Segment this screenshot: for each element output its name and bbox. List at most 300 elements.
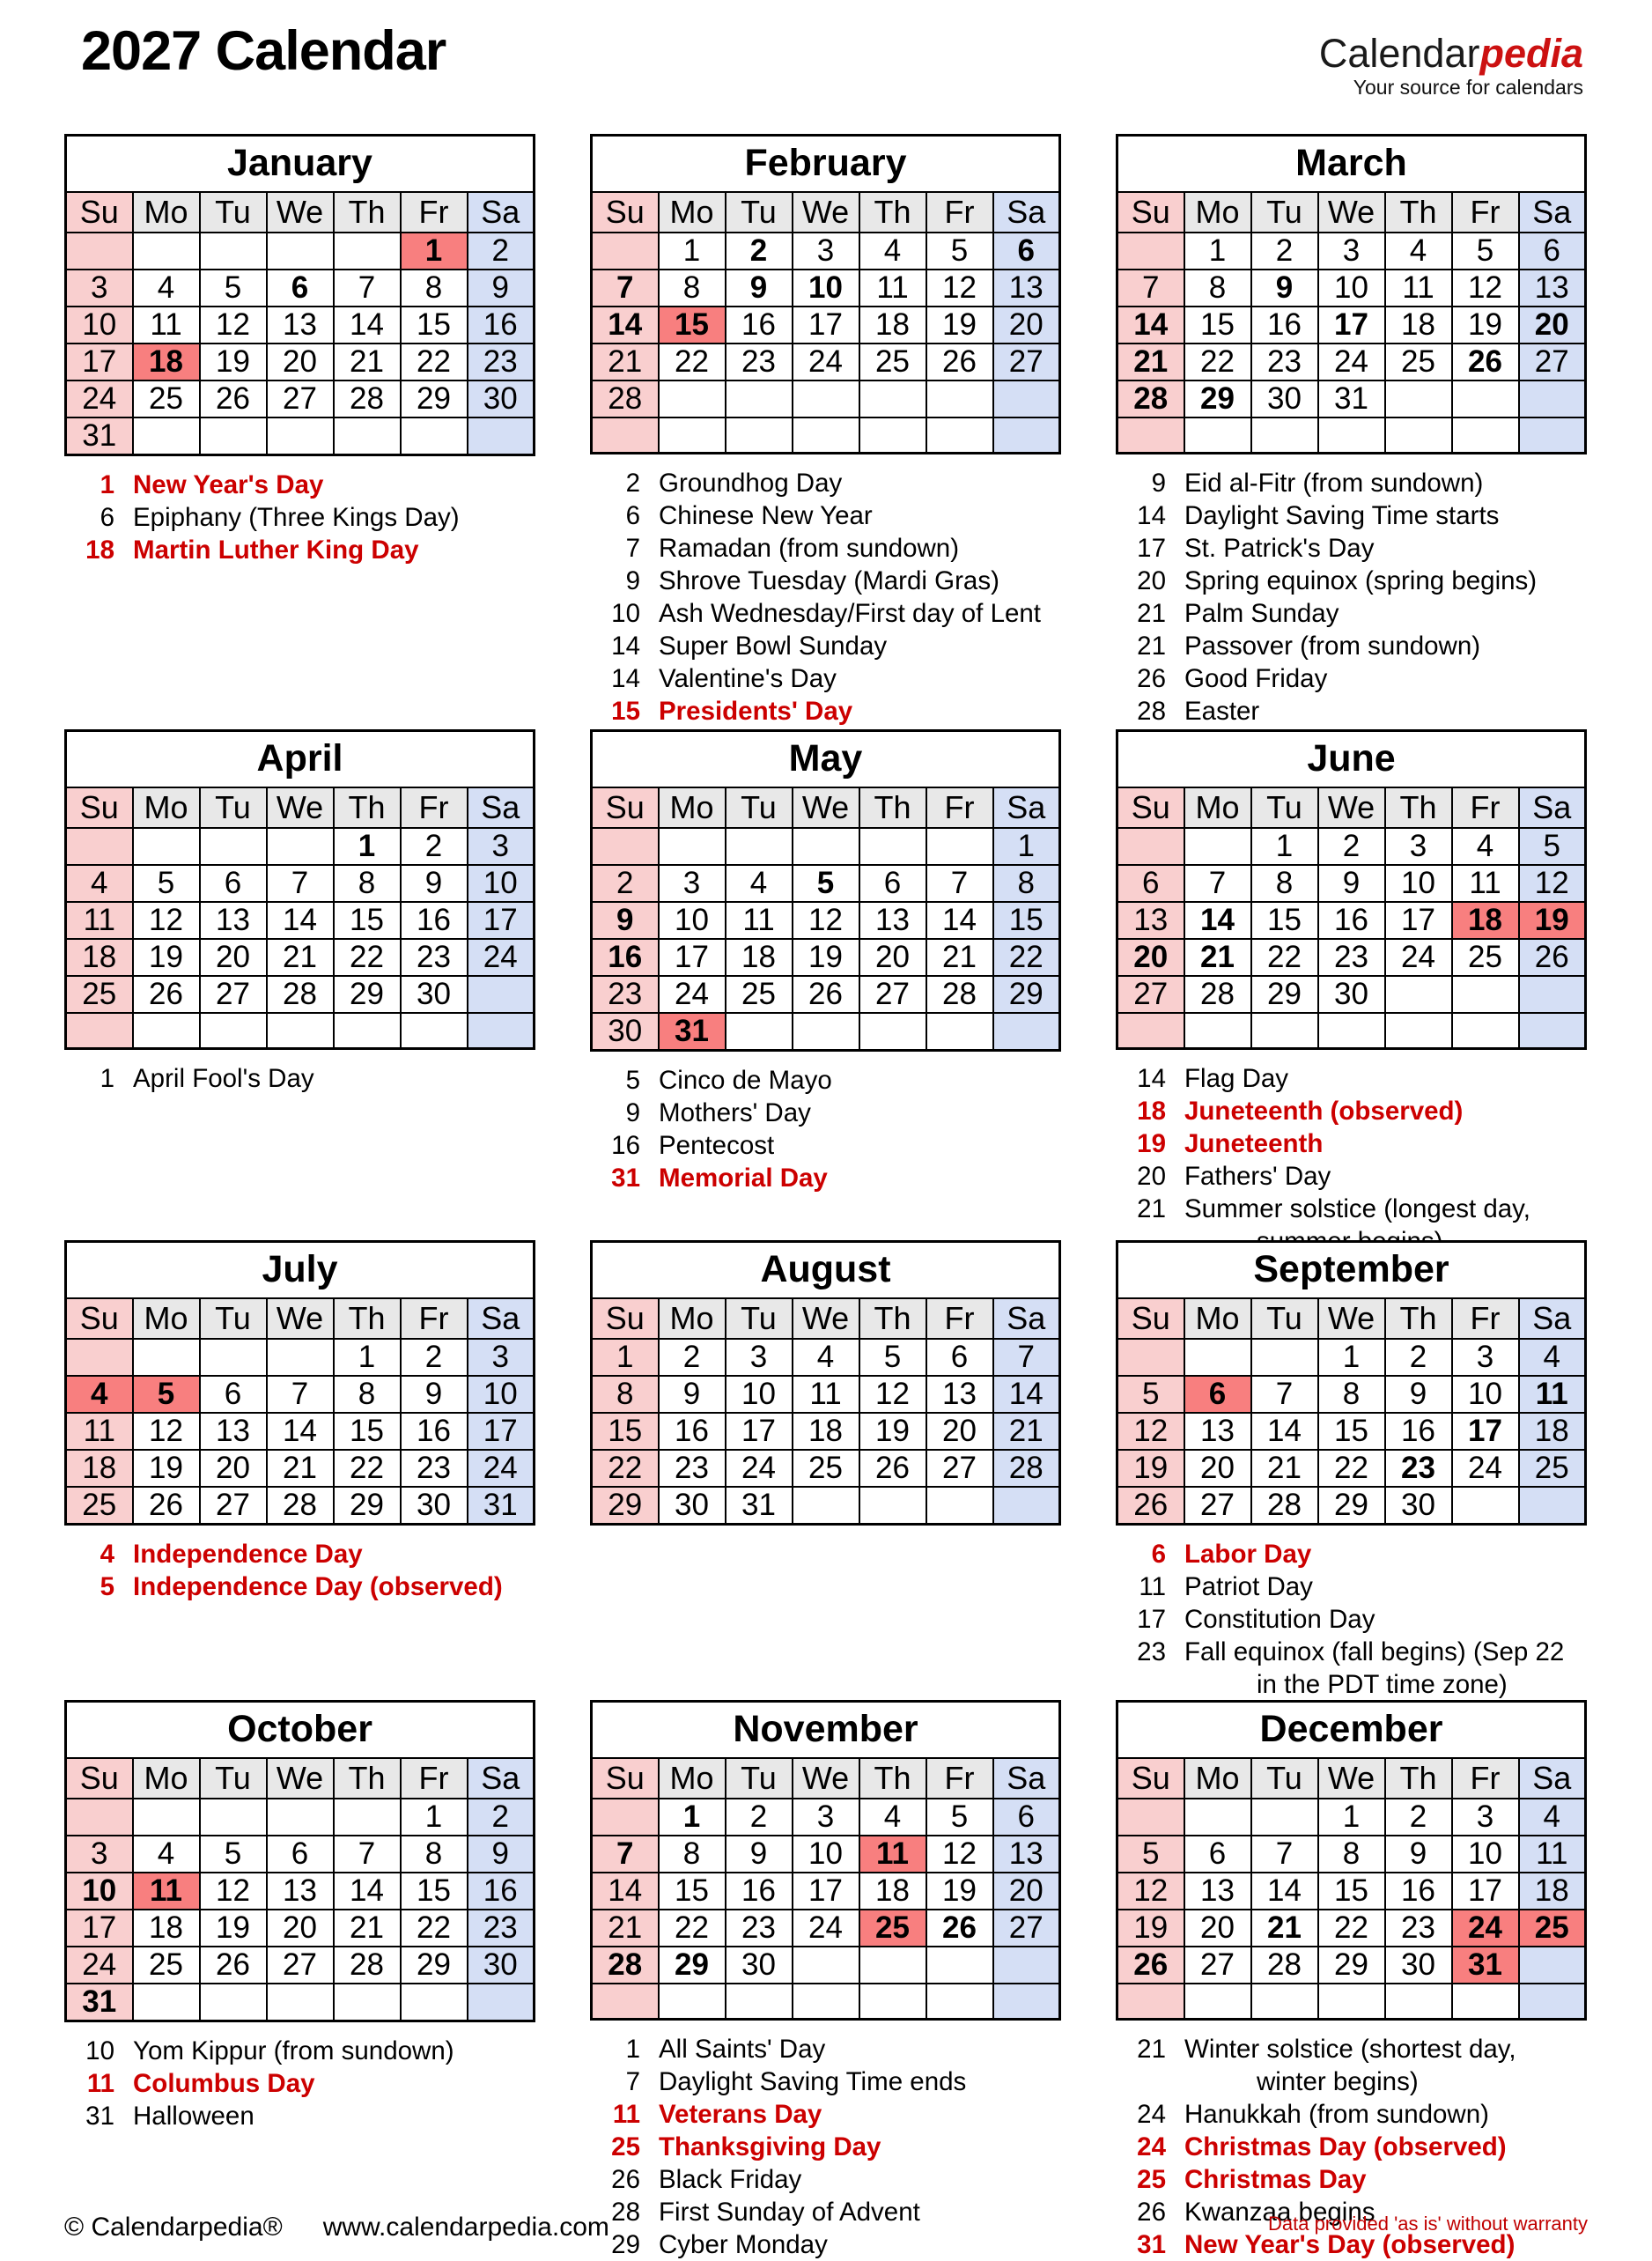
date-cell-empty: [1184, 1984, 1251, 2020]
date-cell: 26: [1519, 939, 1586, 976]
weekday-header-fr: Fr: [1452, 1298, 1519, 1339]
weekday-header-we: We: [793, 1758, 859, 1799]
date-cell: 10: [726, 1376, 793, 1413]
date-cell: 1: [1184, 233, 1251, 270]
holiday-day-number: 21: [1137, 2035, 1166, 2064]
page-title: 2027 Calendar: [81, 20, 446, 82]
holiday-day-number: 15: [611, 697, 640, 726]
weekday-header-fr: Fr: [401, 1298, 468, 1339]
weekday-header-mo: Mo: [1184, 1758, 1251, 1799]
holiday-entry: [1116, 2033, 1587, 2065]
week-row: [592, 270, 1060, 307]
holiday-entry: [1116, 1095, 1587, 1127]
date-cell: 3: [468, 828, 535, 865]
week-row: [66, 417, 535, 455]
week-row: [1117, 381, 1586, 417]
logo-text-calendar: Calendar: [1318, 31, 1480, 76]
weekday-header-mo: Mo: [659, 787, 726, 828]
week-row: [1117, 1947, 1586, 1984]
date-cell: 17: [659, 939, 726, 976]
date-cell-empty: [926, 828, 993, 865]
date-cell: 21: [592, 344, 659, 381]
dates-body: [592, 1799, 1060, 2020]
date-cell: 11: [1452, 865, 1519, 902]
weekday-header-row: [66, 1298, 535, 1339]
date-cell-empty: [1519, 1984, 1586, 2020]
date-cell: 8: [334, 1376, 401, 1413]
date-cell-empty: [1117, 233, 1184, 270]
dates-body: [66, 1799, 535, 2021]
date-cell: 13: [267, 307, 334, 344]
date-cell: 21: [334, 1910, 401, 1947]
copyright-text: © Calendarpedia®: [64, 2213, 283, 2242]
weekday-header-su: Su: [66, 1298, 133, 1339]
calendarpedia-logo: [1319, 19, 1583, 100]
date-cell: 8: [334, 865, 401, 902]
date-cell: 30: [468, 381, 535, 417]
date-cell-empty: [133, 233, 200, 270]
week-row: [1117, 976, 1586, 1013]
date-cell: 16: [1385, 1413, 1452, 1450]
date-cell: 26: [926, 344, 993, 381]
holiday-name: First Sunday of Advent: [659, 2198, 920, 2227]
date-cell-empty: [1318, 1013, 1385, 1049]
date-cell: 17: [1318, 307, 1385, 344]
date-cell: 6: [267, 270, 334, 307]
holiday-entry: [64, 501, 535, 534]
holiday-day-number: 17: [1137, 1604, 1166, 1634]
date-cell: 25: [133, 1947, 200, 1984]
date-cell-empty: [793, 828, 859, 865]
date-cell-empty: [1117, 1339, 1184, 1376]
date-cell: 26: [859, 1450, 926, 1487]
date-cell: 28: [1251, 1487, 1318, 1525]
date-cell-empty: [592, 233, 659, 270]
weekday-header-fr: Fr: [926, 787, 993, 828]
date-cell: 30: [1385, 1947, 1452, 1984]
date-cell: 11: [133, 1873, 200, 1910]
date-cell: 13: [993, 1836, 1060, 1873]
date-cell: 25: [726, 976, 793, 1013]
date-cell: 18: [1385, 307, 1452, 344]
date-cell: 30: [1385, 1487, 1452, 1525]
holiday-name: Halloween: [133, 2101, 254, 2131]
date-cell: 8: [401, 270, 468, 307]
week-row: [66, 1836, 535, 1873]
weekday-header-tu: Tu: [200, 192, 267, 233]
date-cell: 6: [200, 865, 267, 902]
date-cell: 31: [659, 1013, 726, 1051]
date-cell: 16: [1251, 307, 1318, 344]
date-cell: 15: [401, 307, 468, 344]
month-block: [1116, 134, 1587, 729]
month-table: [64, 134, 535, 456]
date-cell: 4: [793, 1339, 859, 1376]
date-cell: 7: [1117, 270, 1184, 307]
holiday-entry: [1116, 2163, 1587, 2196]
date-cell: 5: [1452, 233, 1519, 270]
date-cell: 17: [726, 1413, 793, 1450]
date-cell-empty: [592, 828, 659, 865]
date-cell: 15: [592, 1413, 659, 1450]
week-row: [66, 1339, 535, 1376]
date-cell: 3: [1452, 1339, 1519, 1376]
date-cell: 11: [859, 1836, 926, 1873]
week-row: [66, 976, 535, 1013]
date-cell: 13: [200, 902, 267, 939]
date-cell: 10: [1452, 1836, 1519, 1873]
holiday-entry: [1116, 630, 1587, 662]
date-cell: 2: [1251, 233, 1318, 270]
date-cell-empty: [1519, 1013, 1586, 1049]
date-cell: 17: [793, 1873, 859, 1910]
month-title: April: [66, 731, 535, 787]
date-cell: 21: [1117, 344, 1184, 381]
date-cell: 3: [1318, 233, 1385, 270]
date-cell: 15: [993, 902, 1060, 939]
holiday-name: Palm Sunday: [1184, 599, 1339, 628]
weekday-header-sa: Sa: [468, 1758, 535, 1799]
date-cell: 28: [1117, 381, 1184, 417]
date-cell: 20: [200, 1450, 267, 1487]
date-cell: 17: [793, 307, 859, 344]
holiday-name: Fall equinox (fall begins) (Sep 22: [1184, 1637, 1565, 1666]
date-cell-empty: [66, 1799, 133, 1836]
date-cell-empty: [468, 976, 535, 1013]
holiday-day-number: 10: [85, 2036, 114, 2065]
holiday-name: Passover (from sundown): [1184, 632, 1481, 661]
holiday-entry: [1116, 1570, 1587, 1603]
date-cell: 5: [926, 233, 993, 270]
weekday-header-tu: Tu: [200, 1758, 267, 1799]
week-row: [66, 381, 535, 417]
week-row: [592, 902, 1060, 939]
date-cell: 17: [66, 1910, 133, 1947]
date-cell: 29: [401, 1947, 468, 1984]
date-cell-empty: [592, 1799, 659, 1836]
week-row: [66, 307, 535, 344]
date-cell-empty: [1519, 1947, 1586, 1984]
date-cell: 7: [267, 1376, 334, 1413]
holiday-name: Eid al-Fitr (from sundown): [1184, 469, 1484, 498]
date-cell: 8: [1184, 270, 1251, 307]
holiday-name: Martin Luther King Day: [133, 535, 419, 565]
dates-body: [66, 233, 535, 455]
date-cell-empty: [133, 1799, 200, 1836]
date-cell: 7: [1251, 1836, 1318, 1873]
date-cell: 2: [1385, 1339, 1452, 1376]
weekday-header-we: We: [267, 1758, 334, 1799]
weekday-header-th: Th: [334, 1758, 401, 1799]
week-row: [66, 902, 535, 939]
date-cell: 15: [334, 1413, 401, 1450]
date-cell: 25: [1519, 1450, 1586, 1487]
date-cell-empty: [267, 828, 334, 865]
week-row: [1117, 939, 1586, 976]
date-cell: 27: [267, 1947, 334, 1984]
holiday-entry: [1116, 1160, 1587, 1193]
date-cell-empty: [334, 1799, 401, 1836]
date-cell-empty: [993, 381, 1060, 417]
holiday-day-number: 21: [1137, 632, 1166, 661]
weekday-header-sa: Sa: [1519, 1298, 1586, 1339]
date-cell: 16: [592, 939, 659, 976]
week-row: [66, 1487, 535, 1525]
holiday-day-number: 28: [611, 2198, 640, 2227]
week-row: [1117, 1413, 1586, 1450]
date-cell: 7: [993, 1339, 1060, 1376]
week-row: [1117, 1376, 1586, 1413]
month-title: December: [1117, 1702, 1586, 1758]
date-cell: 16: [1385, 1873, 1452, 1910]
weekday-header-su: Su: [592, 787, 659, 828]
date-cell-empty: [926, 381, 993, 417]
weekday-header-row: [592, 787, 1060, 828]
logo-wordmark: [1318, 31, 1583, 76]
date-cell: 15: [401, 1873, 468, 1910]
weekday-header-mo: Mo: [659, 1758, 726, 1799]
date-cell: 29: [334, 1487, 401, 1525]
date-cell: 31: [1452, 1947, 1519, 1984]
date-cell: 16: [726, 307, 793, 344]
date-cell: 1: [334, 828, 401, 865]
date-cell: 19: [926, 307, 993, 344]
weekday-header-tu: Tu: [726, 787, 793, 828]
date-cell-empty: [133, 1339, 200, 1376]
date-cell: 9: [726, 1836, 793, 1873]
holiday-day-number: 23: [1137, 1637, 1166, 1666]
date-cell-empty: [1184, 1339, 1251, 1376]
date-cell: 3: [66, 1836, 133, 1873]
date-cell: 25: [133, 381, 200, 417]
date-cell: 24: [793, 344, 859, 381]
month-table: [1116, 1240, 1587, 1526]
date-cell: 2: [1385, 1799, 1452, 1836]
holiday-list: [1116, 1062, 1587, 1258]
holiday-day-number: 14: [1137, 1064, 1166, 1093]
holiday-entry: [590, 2098, 1061, 2131]
holiday-list: [1116, 467, 1587, 760]
week-row: [592, 976, 1060, 1013]
weekday-header-sa: Sa: [993, 1298, 1060, 1339]
holiday-day-number: 26: [1137, 2198, 1166, 2227]
date-cell: 26: [1452, 344, 1519, 381]
date-cell: 1: [1251, 828, 1318, 865]
date-cell: 9: [1385, 1836, 1452, 1873]
date-cell: 28: [592, 381, 659, 417]
holiday-entry: [590, 499, 1061, 532]
date-cell: 31: [468, 1487, 535, 1525]
holiday-name: Juneteenth: [1184, 1129, 1324, 1158]
date-cell-empty: [200, 1984, 267, 2021]
week-row: [1117, 865, 1586, 902]
date-cell: 22: [334, 1450, 401, 1487]
week-row: [1117, 902, 1586, 939]
date-cell: 8: [1318, 1376, 1385, 1413]
date-cell: 31: [1318, 381, 1385, 417]
date-cell: 29: [993, 976, 1060, 1013]
dates-body: [1117, 1339, 1586, 1525]
week-row: [66, 865, 535, 902]
week-row: [1117, 1910, 1586, 1947]
date-cell: 15: [659, 307, 726, 344]
date-cell: 7: [1251, 1376, 1318, 1413]
date-cell: 22: [401, 344, 468, 381]
date-cell: 11: [66, 902, 133, 939]
weekday-header-tu: Tu: [1251, 787, 1318, 828]
date-cell: 18: [1452, 902, 1519, 939]
date-cell: 10: [659, 902, 726, 939]
holiday-list: [64, 1538, 535, 1603]
holiday-entry: [590, 467, 1061, 499]
holiday-entry: [1116, 1636, 1587, 1668]
holiday-name: Spring equinox (spring begins): [1184, 566, 1538, 595]
holiday-entry: [64, 2067, 535, 2100]
date-cell-empty: [334, 417, 401, 455]
date-cell-empty: [133, 1013, 200, 1049]
date-cell: 12: [926, 1836, 993, 1873]
holiday-day-number: 9: [625, 1097, 640, 1127]
week-row: [66, 270, 535, 307]
weekday-header-we: We: [267, 192, 334, 233]
weekday-header-row: [592, 192, 1060, 233]
date-cell: 3: [1452, 1799, 1519, 1836]
date-cell-empty: [200, 1339, 267, 1376]
website-url[interactable]: www.calendarpedia.com: [322, 2213, 609, 2242]
date-cell: 14: [1184, 902, 1251, 939]
holiday-day-number: 10: [611, 599, 640, 628]
date-cell: 14: [592, 1873, 659, 1910]
date-cell: 2: [1318, 828, 1385, 865]
date-cell-empty: [592, 1984, 659, 2020]
holiday-entry: [590, 2033, 1061, 2065]
holiday-entry: [64, 534, 535, 566]
date-cell: 11: [793, 1376, 859, 1413]
date-cell-empty: [993, 1487, 1060, 1525]
holiday-name: Cinco de Mayo: [659, 1065, 832, 1095]
date-cell: 1: [1318, 1339, 1385, 1376]
date-cell: 15: [659, 1873, 726, 1910]
date-cell: 17: [1452, 1413, 1519, 1450]
date-cell: 12: [133, 902, 200, 939]
date-cell: 23: [401, 939, 468, 976]
week-row: [66, 1413, 535, 1450]
date-cell: 24: [1385, 939, 1452, 976]
holiday-entry: [1116, 2131, 1587, 2163]
week-row: [592, 1947, 1060, 1984]
date-cell-empty: [334, 233, 401, 270]
weekday-header-row: [1117, 787, 1586, 828]
date-cell: 13: [267, 1873, 334, 1910]
date-cell: 24: [726, 1450, 793, 1487]
week-row: [592, 1984, 1060, 2020]
holiday-name: Pentecost: [659, 1130, 775, 1160]
date-cell: 2: [726, 233, 793, 270]
date-cell: 10: [468, 1376, 535, 1413]
date-cell: 24: [66, 381, 133, 417]
date-cell-empty: [1385, 1013, 1452, 1049]
month-title: November: [592, 1702, 1060, 1758]
date-cell: 2: [592, 865, 659, 902]
date-cell-empty: [401, 417, 468, 455]
weekday-header-mo: Mo: [133, 1758, 200, 1799]
date-cell: 3: [793, 233, 859, 270]
date-cell: 19: [1117, 1910, 1184, 1947]
date-cell-empty: [793, 417, 859, 454]
date-cell-empty: [793, 381, 859, 417]
date-cell: 12: [859, 1376, 926, 1413]
month-table: [590, 134, 1061, 454]
holiday-name: Cyber Monday: [659, 2230, 828, 2259]
date-cell: 5: [1117, 1376, 1184, 1413]
date-cell: 24: [468, 1450, 535, 1487]
week-row: [1117, 1873, 1586, 1910]
date-cell: 8: [993, 865, 1060, 902]
month-table: [64, 729, 535, 1050]
holiday-name: Yom Kippur (from sundown): [133, 2036, 454, 2065]
weekday-header-we: We: [793, 787, 859, 828]
date-cell: 13: [1184, 1413, 1251, 1450]
dates-body: [592, 233, 1060, 454]
weekday-header-we: We: [1318, 192, 1385, 233]
date-cell: 13: [1519, 270, 1586, 307]
week-row: [1117, 1836, 1586, 1873]
date-cell: 17: [1385, 902, 1452, 939]
date-cell: 22: [1251, 939, 1318, 976]
date-cell-empty: [1385, 417, 1452, 454]
holiday-day-number: 20: [1137, 1162, 1166, 1191]
holiday-name: Constitution Day: [1184, 1604, 1375, 1634]
date-cell: 14: [334, 1873, 401, 1910]
weekday-header-fr: Fr: [401, 1758, 468, 1799]
holiday-entry: [590, 2131, 1061, 2163]
week-row: [1117, 1339, 1586, 1376]
date-cell: 27: [1184, 1947, 1251, 1984]
holiday-name: Valentine's Day: [659, 664, 837, 693]
date-cell-empty: [926, 1013, 993, 1051]
date-cell: 21: [267, 1450, 334, 1487]
logo-tagline: Your source for calendars: [1353, 76, 1583, 99]
weekday-header-row: [1117, 1298, 1586, 1339]
weekday-header-fr: Fr: [401, 787, 468, 828]
month-title: May: [592, 731, 1060, 787]
week-row: [66, 1910, 535, 1947]
holiday-entry: [1116, 695, 1587, 728]
date-cell-empty: [1117, 1013, 1184, 1049]
date-cell: 26: [200, 1947, 267, 1984]
week-row: [592, 1413, 1060, 1450]
date-cell-empty: [1184, 1799, 1251, 1836]
date-cell: 14: [267, 902, 334, 939]
date-cell: 23: [401, 1450, 468, 1487]
date-cell: 30: [401, 1487, 468, 1525]
date-cell: 19: [133, 939, 200, 976]
holiday-day-number: 21: [1137, 599, 1166, 628]
weekday-header-mo: Mo: [133, 787, 200, 828]
week-row: [592, 1339, 1060, 1376]
weekday-header-tu: Tu: [200, 1298, 267, 1339]
weekday-header-we: We: [1318, 1298, 1385, 1339]
date-cell-empty: [200, 417, 267, 455]
date-cell-empty: [859, 381, 926, 417]
holiday-day-number: 7: [625, 2067, 640, 2096]
week-row: [592, 1836, 1060, 1873]
date-cell: 4: [1385, 233, 1452, 270]
date-cell: 22: [401, 1910, 468, 1947]
date-cell: 24: [659, 976, 726, 1013]
month-table: [1116, 729, 1587, 1050]
date-cell: 13: [926, 1376, 993, 1413]
